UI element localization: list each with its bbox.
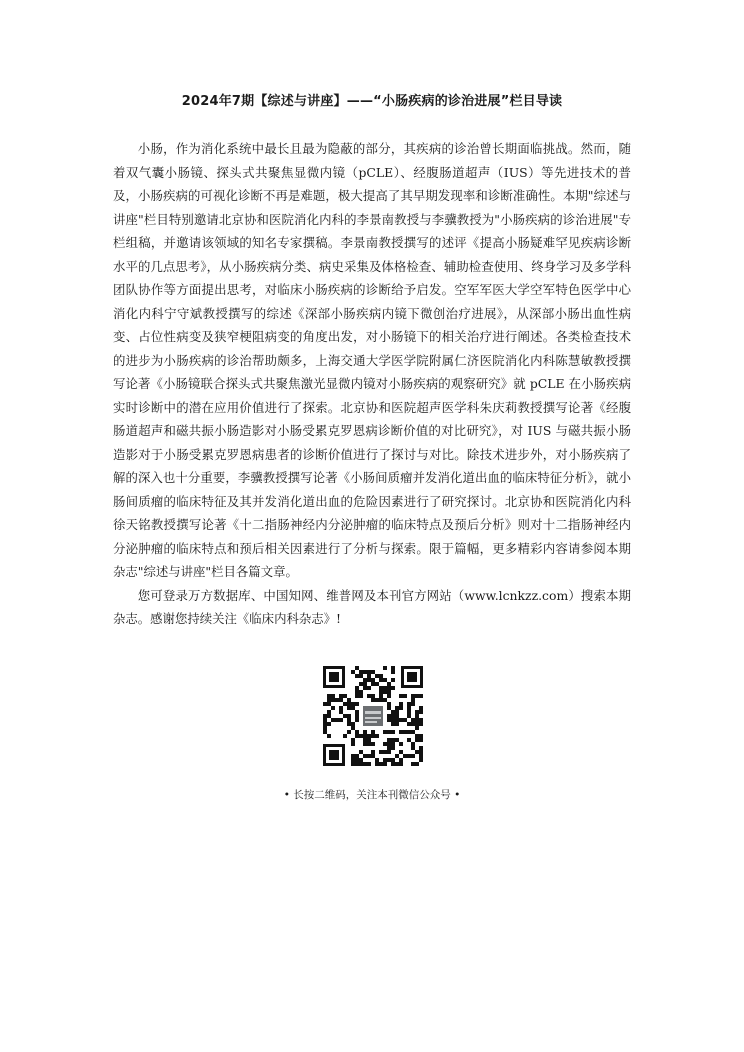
qr-caption: • 长按二维码，关注本刊微信公众号 • [283, 789, 461, 801]
article-title: 2024年7期【综述与讲座】——“小肠疾病的诊治进展”栏目导读 [181, 94, 563, 109]
paragraph-website: 您可登录万方数据库、中国知网、维普网及本刊官方网站（www.lcnkzz.com）搜索本期杂志。感谢您持续关注《临床内科杂志》! [113, 587, 631, 626]
article-body [113, 137, 631, 631]
paragraph-intro: 小肠，作为消化系统中最长且最为隐蔽的部分，其疾病的诊治曾长期面临挑战。然而，随着双气囊小肠镜、探头式共聚焦显微内镜（pCLE）、经腹肠道超声（IUS）等先进技术的普及，小肠疾病的可视化诊断不再是难题，极大提高了其早期发现率和诊断准确性。本期"综述与讲座"栏目特别邀请北京协和医院消化内科的李景南教授与李骥教授为"小肠疾病的诊治进展"专栏组稿，并邀请该领域的知名专家撰稿。李景南教授撰写的述评《提高小肠疑难罕见疾病诊断水平的几点思考》，从小肠疾病分类、病史采集及体格检查、辅助检查使用、终身学习及多学科团队协作等方面提出思考，对临床小肠疾病的诊断给予启发。空军军医大学空军特色医学中心消化内科宁守斌教授撰写的综述《深部小肠疾病内镜下微创治疗进展》，从深部小肠出血性病变、占位性病变及狭窄梗阻病变的角度出发，对小肠镜下的相关治疗进行阐述。各类检查技术的进步为小肠疾病的诊治帮助颇多，上海交通大学医学院附属仁济医院消化内科陈慧敏教授撰写论著《小肠镜联合探头式共聚焦激光显微内镜对小肠疾病的观察研究》就 pCLE 在小肠疾病实时诊断中的潜在应用价值进行了探索。北京协和医院超声医学科朱庆莉教授撰写论著《经腹肠道超声和磁共振小肠造影对小肠受累克罗恩病诊断价值的对比研究》，对 IUS 与磁共振小肠造影对于小肠受累克罗恩病患者的诊断价值进行了探讨与对比。除技术进步外，对小肠疾病了解的深入也十分重要，李骥教授撰写论著《小肠间质瘤并发消化道出血的临床特征分析》，就小肠间质瘤的临床特征及其并发消化道出血的危险因素进行了研究探讨。北京协和医院消化内科徐天铭教授撰写论著《十二指肠神经内分泌肿瘤的临床特点及预后分析》则对十二指肠神经内分泌肿瘤的临床特点和预后相关因素进行了分析与探索。限于篇幅，更多精彩内容请参阅本期杂志"综述与讲座"栏目各篇文章。 [113, 141, 631, 579]
wechat-qr-code[interactable] [321, 664, 425, 768]
